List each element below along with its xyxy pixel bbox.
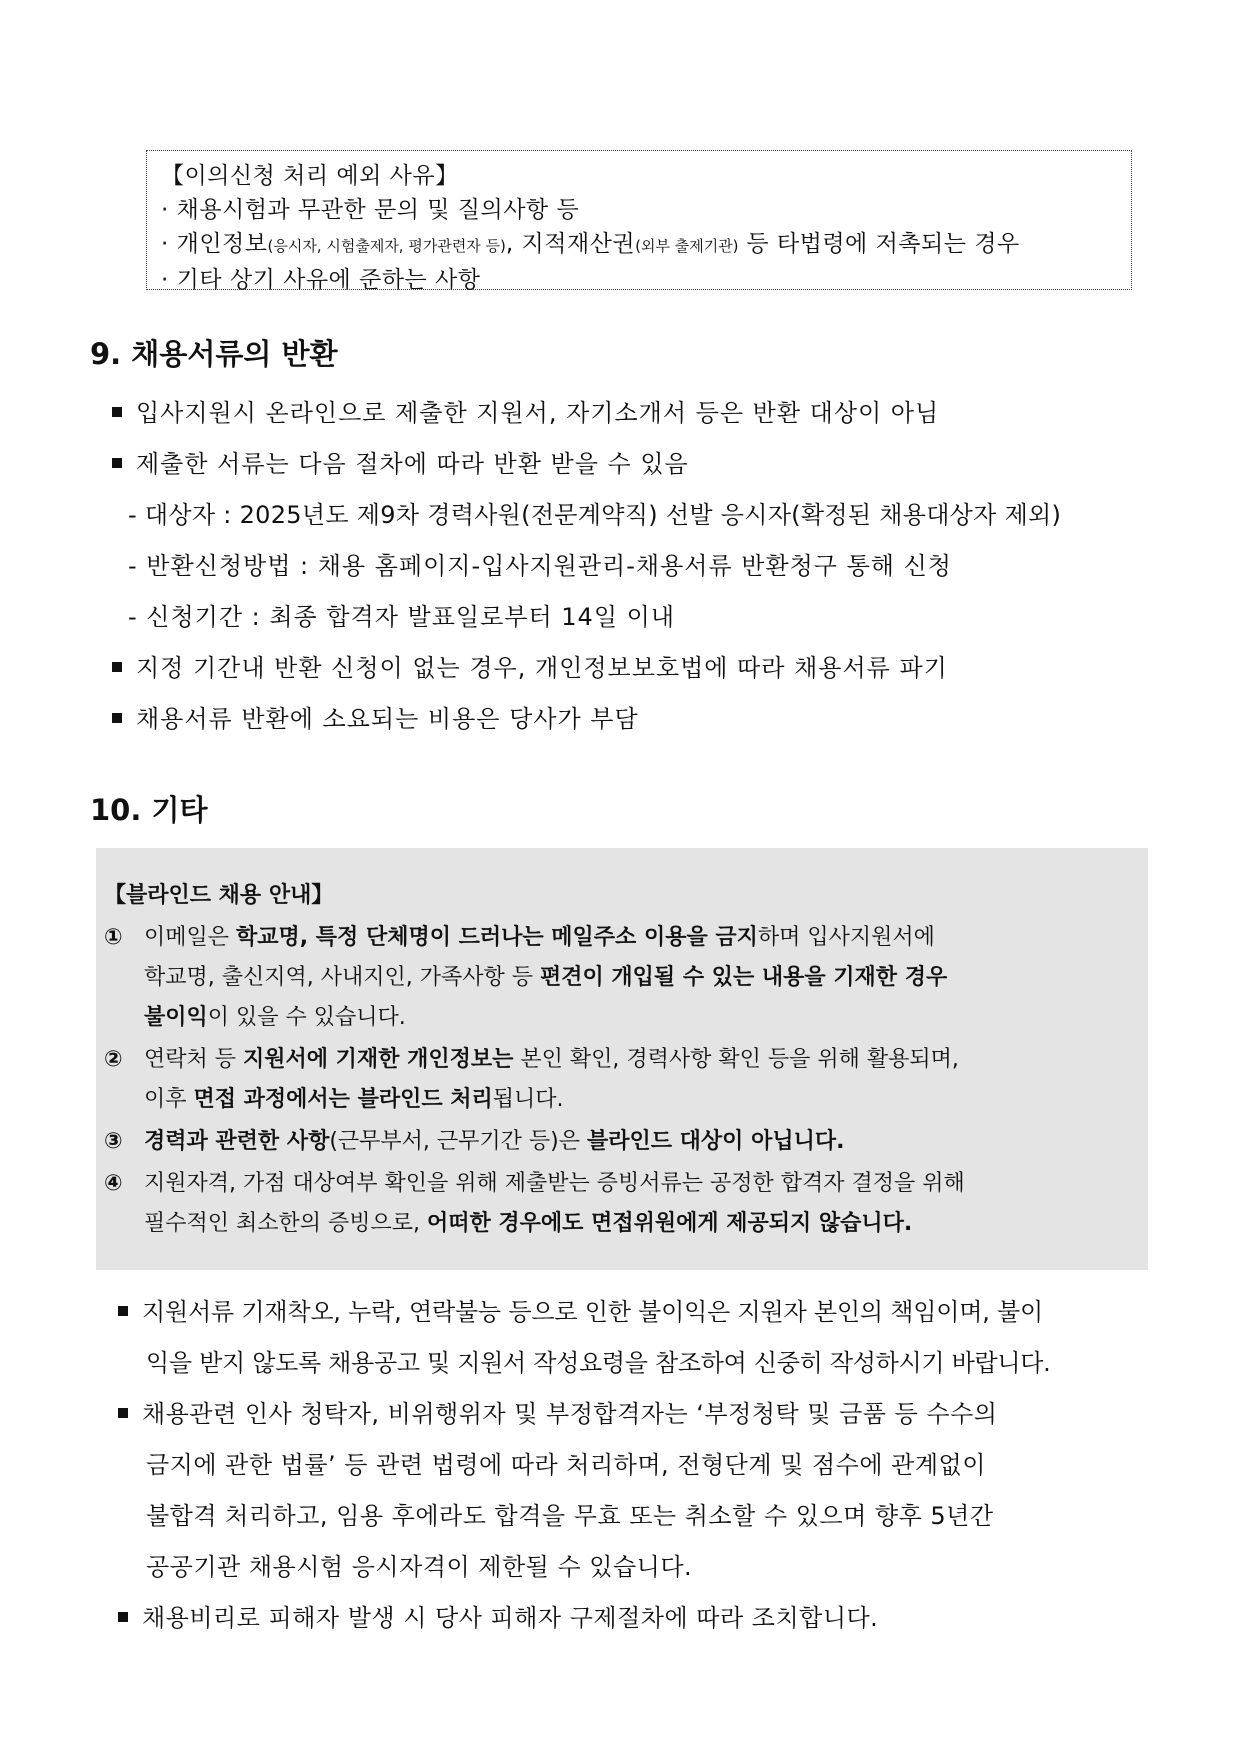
blind-item [104,1166,965,1197]
note-text-cont: 불합격 처리하고, 임용 후에라도 합격을 무효 또는 취소할 수 있으며 향후 5년간 [146,1502,994,1530]
list-item [112,393,939,428]
blind-text-bold: 면접 과정에서는 블라인드 처리 [193,1087,493,1112]
sub-item: - 반환신청방법 : 채용 홈페이지-입사지원관리-채용서류 반환청구 통해 신청 [128,552,952,580]
exception-small-text: (응시자, 시험출제자, 평가관련자 등) [267,237,506,255]
note-item [118,1292,1043,1327]
square-bullet-icon [112,407,122,417]
exception-item: · 기타 상기 사유에 준하는 사항 [161,267,481,293]
section-10-heading: 10. 기타 [90,793,208,827]
blind-text: (근무부서, 근무기간 등)은 [329,1129,588,1154]
blind-item-cont [144,1000,406,1031]
list-item-text: 입사지원시 온라인으로 제출한 지원서, 자기소개서 등은 반환 대상이 아님 [136,399,940,427]
blind-text: 이후 [144,1087,194,1112]
item-number: ③ [104,1129,123,1154]
blind-text-bold: 불이익 [144,1005,208,1030]
blind-item [104,920,935,951]
item-number: ② [104,1047,123,1072]
blind-text-bold: 어떠한 경우에도 면접위원에게 제공되지 않습니다. [427,1211,913,1236]
square-bullet-icon [112,713,122,723]
square-bullet-icon [112,458,122,468]
blind-text: 필수적인 최소한의 증빙으로, [144,1211,427,1236]
blind-text-bold: 경력과 관련한 사항 [144,1129,330,1154]
blind-text: 지원자격, 가점 대상여부 확인을 위해 제출받는 증빙서류는 공정한 합격자 결정을 위해 [144,1171,965,1196]
square-bullet-icon [118,1612,128,1622]
item-number: ① [104,925,123,950]
exception-item: · 채용시험과 무관한 문의 및 질의사항 등 [161,197,580,223]
blind-text-bold: 지원서에 기재한 개인정보는 [243,1047,514,1072]
blind-text: 이 있을 수 있습니다. [207,1005,406,1030]
exception-text: · 개인정보 [161,231,268,257]
note-text: 채용관련 인사 청탁자, 비위행위자 및 부정합격자는 ‘부정청탁 및 금품 등 수수의 [142,1400,998,1428]
blind-item-cont [144,960,947,991]
note-text: 지원서류 기재착오, 누락, 연락불능 등으로 인한 불이익은 지원자 본인의 책임이며, 불이 [142,1298,1044,1326]
blind-text: 이메일은 [144,925,237,950]
list-item [112,699,639,734]
square-bullet-icon [112,662,122,672]
blind-text: 본인 확인, 경력사항 확인 등을 위해 활용되며, [513,1047,959,1072]
note-item [118,1394,997,1429]
list-item-text: 채용서류 반환에 소요되는 비용은 당사가 부담 [136,705,639,733]
blind-text-bold: 편견이 개입될 수 있는 내용을 기재한 경우 [539,965,948,990]
blind-text-bold: 블라인드 대상이 아닙니다. [587,1129,845,1154]
blind-text-bold: 학교명, 특정 단체명이 드러나는 메일주소 이용을 금지 [236,925,758,950]
blind-hiring-title: 【블라인드 채용 안내】 [104,883,334,908]
exception-text: , 지적재산권 [505,231,636,257]
blind-item [104,1042,959,1073]
square-bullet-icon [118,1306,128,1316]
list-item-text: 제출한 서류는 다음 절차에 따라 반환 받을 수 있음 [136,450,689,478]
note-text: 채용비리로 피해자 발생 시 당사 피해자 구제절차에 따라 조치합니다. [142,1604,879,1632]
list-item [112,444,689,479]
blind-item [104,1124,844,1155]
item-number: ④ [104,1171,123,1196]
blind-text: 하며 입사지원서에 [757,925,935,950]
section-9-heading: 9. 채용서류의 반환 [90,337,338,371]
exception-item [161,227,1131,263]
exception-text: 등 타법령에 저촉되는 경우 [738,231,1020,257]
list-item-text: 지정 기간내 반환 신청이 없는 경우, 개인정보보호법에 따라 채용서류 파기 [136,654,948,682]
note-item [118,1598,878,1633]
blind-item-cont [144,1206,912,1237]
note-text-cont: 익을 받지 않도록 채용공고 및 지원서 작성요령을 참조하여 신중히 작성하시기 바랍니다. [146,1349,1051,1377]
square-bullet-icon [118,1408,128,1418]
note-text-cont: 금지에 관한 법률’ 등 관련 법령에 따라 처리하며, 전형단계 및 점수에 관계없이 [146,1451,986,1479]
list-item [112,648,948,683]
exception-small-text: (외부 출제기관) [635,237,739,255]
blind-item-cont [144,1082,564,1113]
note-text-cont: 공공기관 채용시험 응시자격이 제한될 수 있습니다. [146,1553,693,1581]
blind-text: 됩니다. [492,1087,564,1112]
exception-box [146,150,1132,293]
sub-item: - 신청기간 : 최종 합격자 발표일로부터 14일 이내 [128,603,675,631]
blind-text: 연락처 등 [144,1047,243,1072]
exception-box-title: 【이의신청 처리 예외 사유】 [161,163,459,189]
sub-item: - 대상자 : 2025년도 제9차 경력사원(전문계약직) 선발 응시자(확정된 채용대상자 제외) [128,501,1062,529]
blind-text: 학교명, 출신지역, 사내지인, 가족사항 등 [144,965,540,990]
